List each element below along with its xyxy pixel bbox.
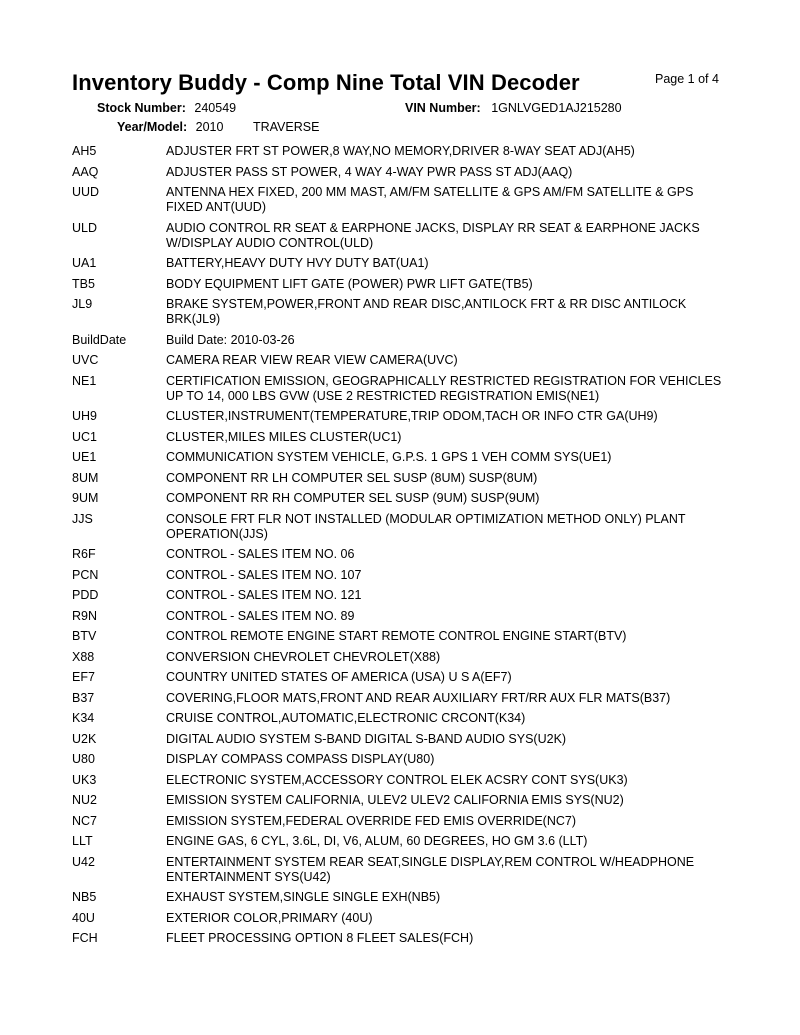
option-description: CONTROL REMOTE ENGINE START REMOTE CONTROL ENGINE START(BTV) — [166, 629, 627, 643]
option-code: ULD — [72, 220, 98, 235]
option-code: R6F — [72, 547, 96, 561]
option-description: DISPLAY COMPASS COMPASS DISPLAY(U80) — [166, 752, 435, 766]
option-description: CERTIFICATION EMISSION, GEOGRAPHICALLY RESTRICTED REGISTRATION FOR VEHICLES UP TO 14, 000 LBS GVW (USE 2 RESTRICTED REGISTRATION EMIS(NE1) — [166, 373, 722, 403]
option-description: Build Date: 2010-03-26 — [166, 332, 295, 347]
option-row — [72, 911, 732, 926]
option-code: PCN — [72, 567, 99, 582]
option-row — [72, 221, 732, 251]
option-description: ADJUSTER FRT ST POWER,8 WAY,NO MEMORY,DRIVER 8-WAY SEAT ADJ(AH5) — [166, 144, 635, 158]
year-value: 2010 — [195, 120, 224, 134]
vin-number-label: VIN Number: — [405, 101, 481, 115]
option-description: ENGINE GAS, 6 CYL, 3.6L, DI, V6, ALUM, 60 DEGREES, HO GM 3.6 (LLT) — [166, 834, 588, 848]
option-row — [72, 547, 732, 562]
option-description: EMISSION SYSTEM CALIFORNIA, ULEV2 ULEV2 CALIFORNIA EMIS SYS(NU2) — [166, 793, 624, 807]
vin-number-field — [405, 101, 622, 115]
option-description: EMISSION SYSTEM,FEDERAL OVERRIDE FED EMIS OVERRIDE(NC7) — [166, 813, 577, 828]
option-description: CRUISE CONTROL,AUTOMATIC,ELECTRONIC CRCONT(K34) — [166, 711, 526, 725]
option-description: CONSOLE FRT FLR NOT INSTALLED (MODULAR OPTIMIZATION METHOD ONLY) PLANT OPERATION(JJS) — [166, 511, 686, 541]
option-code: LLT — [72, 834, 93, 848]
option-row — [72, 609, 732, 624]
option-row — [72, 144, 732, 159]
option-description: EXHAUST SYSTEM,SINGLE SINGLE EXH(NB5) — [166, 890, 441, 904]
option-code: AH5 — [72, 144, 97, 158]
option-row — [72, 297, 732, 327]
option-code: NE1 — [72, 373, 97, 388]
option-description: COVERING,FLOOR MATS,FRONT AND REAR AUXILIARY FRT/RR AUX FLR MATS(B37) — [166, 690, 671, 705]
option-code: UVC — [72, 353, 99, 367]
option-code: UH9 — [72, 409, 98, 423]
option-row — [72, 471, 732, 486]
option-row — [72, 491, 732, 506]
option-row — [72, 430, 732, 445]
option-code: UK3 — [72, 772, 97, 787]
option-description: ENTERTAINMENT SYSTEM REAR SEAT,SINGLE DISPLAY,REM CONTROL W/HEADPHONE ENTERTAINMENT SYS(U42) — [166, 854, 695, 884]
year-model-field — [117, 120, 319, 134]
option-row — [72, 450, 732, 465]
option-row — [72, 568, 732, 583]
option-row — [72, 691, 732, 706]
option-code: NU2 — [72, 793, 98, 807]
option-code: BuildDate — [72, 332, 127, 347]
option-row — [72, 711, 732, 726]
stock-number-field — [97, 101, 236, 115]
option-description: CONTROL - SALES ITEM NO. 107 — [166, 567, 362, 582]
option-row — [72, 374, 732, 404]
option-row — [72, 793, 732, 808]
option-code: U2K — [72, 731, 97, 746]
option-code: X88 — [72, 649, 95, 664]
option-description: BODY EQUIPMENT LIFT GATE (POWER) PWR LIFT GATE(TB5) — [166, 276, 533, 291]
vin-number-value: 1GNLVGED1AJ215280 — [491, 101, 622, 115]
option-description: AUDIO CONTROL RR SEAT & EARPHONE JACKS, DISPLAY RR SEAT & EARPHONE JACKS W/DISPLAY AUDIO CONTROL(ULD) — [166, 220, 700, 250]
option-row — [72, 277, 732, 292]
option-code: AAQ — [72, 164, 99, 179]
option-code: NC7 — [72, 813, 98, 828]
option-row — [72, 752, 732, 767]
option-row — [72, 814, 732, 829]
option-row — [72, 890, 732, 905]
option-description: CONTROL - SALES ITEM NO. 89 — [166, 608, 355, 623]
option-description: BRAKE SYSTEM,POWER,FRONT AND REAR DISC,ANTILOCK FRT & RR DISC ANTILOCK BRK(JL9) — [166, 297, 687, 326]
option-code: NB5 — [72, 890, 97, 904]
option-description: CONVERSION CHEVROLET CHEVROLET(X88) — [166, 649, 441, 664]
option-description: ANTENNA HEX FIXED, 200 MM MAST, AM/FM SATELLITE & GPS AM/FM SATELLITE & GPS FIXED ANT(UUD) — [166, 185, 694, 214]
option-description: FLEET PROCESSING OPTION 8 FLEET SALES(FCH) — [166, 931, 474, 945]
option-description: CAMERA REAR VIEW REAR VIEW CAMERA(UVC) — [166, 353, 458, 367]
option-row — [72, 333, 732, 348]
option-row — [72, 256, 732, 271]
option-description: ADJUSTER PASS ST POWER, 4 WAY 4-WAY PWR PASS ST ADJ(AAQ) — [166, 164, 573, 179]
option-code: UE1 — [72, 450, 97, 464]
option-description: CONTROL - SALES ITEM NO. 06 — [166, 547, 355, 561]
option-row — [72, 512, 732, 542]
option-row — [72, 409, 732, 424]
option-description: CLUSTER,MILES MILES CLUSTER(UC1) — [166, 429, 402, 444]
option-row — [72, 185, 732, 215]
option-row — [72, 588, 732, 603]
option-code: PDD — [72, 588, 99, 602]
page-title: Inventory Buddy - Comp Nine Total VIN Decoder — [72, 70, 580, 95]
option-row — [72, 165, 732, 180]
option-row — [72, 855, 732, 885]
option-code: EF7 — [72, 670, 95, 684]
option-code: UC1 — [72, 429, 98, 444]
option-code: TB5 — [72, 276, 95, 291]
option-description: COUNTRY UNITED STATES OF AMERICA (USA) U S A(EF7) — [166, 670, 512, 684]
option-code: R9N — [72, 608, 98, 623]
option-description: COMMUNICATION SYSTEM VEHICLE, G.P.S. 1 GPS 1 VEH COMM SYS(UE1) — [166, 450, 612, 464]
option-description: CONTROL - SALES ITEM NO. 121 — [166, 588, 362, 602]
option-code: UA1 — [72, 256, 97, 270]
option-row — [72, 732, 732, 747]
stock-number-value: 240549 — [194, 101, 237, 115]
option-description: ELECTRONIC SYSTEM,ACCESSORY CONTROL ELEK ACSRY CONT SYS(UK3) — [166, 772, 628, 787]
option-row — [72, 931, 732, 946]
option-code: 9UM — [72, 491, 99, 505]
stock-number-label: Stock Number: — [97, 101, 186, 115]
option-code: JJS — [72, 511, 93, 526]
option-row — [72, 670, 732, 685]
option-code: FCH — [72, 931, 98, 945]
option-code: U42 — [72, 854, 95, 869]
model-value: TRAVERSE — [252, 120, 320, 134]
option-code: B37 — [72, 690, 95, 705]
option-row — [72, 629, 732, 644]
option-code: BTV — [72, 629, 97, 643]
option-row — [72, 834, 732, 849]
year-model-label: Year/Model: — [117, 120, 188, 134]
option-code: U80 — [72, 752, 95, 766]
option-description: CLUSTER,INSTRUMENT(TEMPERATURE,TRIP ODOM,TACH OR INFO CTR GA(UH9) — [166, 409, 658, 423]
option-description: EXTERIOR COLOR,PRIMARY (40U) — [166, 910, 373, 925]
option-row — [72, 773, 732, 788]
option-code: UUD — [72, 185, 100, 199]
option-code: JL9 — [72, 297, 93, 311]
option-row — [72, 353, 732, 368]
page-number: Page 1 of 4 — [655, 72, 719, 86]
option-description: BATTERY,HEAVY DUTY HVY DUTY BAT(UA1) — [166, 256, 429, 270]
option-description: DIGITAL AUDIO SYSTEM S-BAND DIGITAL S-BAND AUDIO SYS(U2K) — [166, 731, 567, 746]
option-code: 40U — [72, 910, 95, 925]
option-description: COMPONENT RR LH COMPUTER SEL SUSP (8UM) SUSP(8UM) — [166, 470, 538, 485]
option-row — [72, 650, 732, 665]
option-code: K34 — [72, 711, 95, 725]
option-description: COMPONENT RR RH COMPUTER SEL SUSP (9UM) SUSP(9UM) — [166, 491, 540, 505]
option-code: 8UM — [72, 470, 99, 485]
option-code-list — [72, 144, 732, 952]
